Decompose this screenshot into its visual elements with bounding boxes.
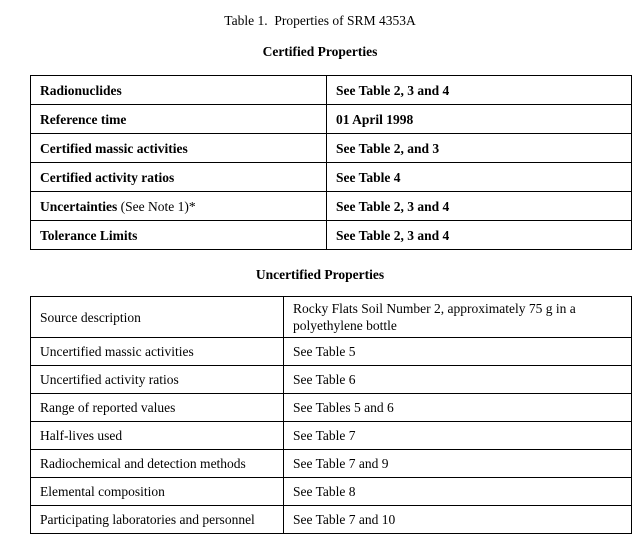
property-cell — [31, 221, 327, 250]
property-cell: Range of reported values — [31, 394, 284, 422]
value-cell: See Table 2, 3 and 4 — [327, 76, 632, 105]
table-row — [31, 478, 632, 506]
value-cell: See Table 6 — [284, 366, 632, 394]
table-row — [31, 297, 632, 338]
table-row — [31, 163, 632, 192]
property-cell — [31, 192, 327, 221]
table-row — [31, 338, 632, 366]
uncertified-properties-heading: Uncertified Properties — [255, 267, 385, 282]
value-cell: See Tables 5 and 6 — [284, 394, 632, 422]
value-cell: See Table 8 — [284, 478, 632, 506]
table-row — [31, 192, 632, 221]
property-label: Radionuclides — [40, 82, 122, 98]
table-row — [31, 366, 632, 394]
property-cell: Source description — [31, 297, 284, 338]
value-cell: 01 April 1998 — [327, 105, 632, 134]
table-row — [31, 221, 632, 250]
value-cell: See Table 7 — [284, 422, 632, 450]
value-cell: See Table 2, 3 and 4 — [327, 221, 632, 250]
property-cell: Uncertified activity ratios — [31, 366, 284, 394]
property-cell: Uncertified massic activities — [31, 338, 284, 366]
value-cell: See Table 7 and 10 — [284, 506, 632, 534]
property-cell — [31, 105, 327, 134]
property-cell — [31, 76, 327, 105]
property-label: Certified massic activities — [40, 140, 188, 156]
table-row — [31, 76, 632, 105]
property-cell: Radiochemical and detection methods — [31, 450, 284, 478]
value-cell: See Table 2, 3 and 4 — [327, 192, 632, 221]
value-cell: See Table 5 — [284, 338, 632, 366]
value-cell: See Table 2, and 3 — [327, 134, 632, 163]
page-title: Table 1. Properties of SRM 4353A — [224, 13, 416, 28]
property-label: Tolerance Limits — [40, 227, 138, 243]
table-row — [31, 105, 632, 134]
table-row — [31, 394, 632, 422]
value-cell: See Table 7 and 9 — [284, 450, 632, 478]
property-cell — [31, 134, 327, 163]
table-row — [31, 134, 632, 163]
table-row — [31, 422, 632, 450]
property-label: Reference time — [40, 111, 127, 127]
property-label: Certified activity ratios — [40, 169, 175, 185]
certified-properties-heading: Certified Properties — [262, 44, 378, 59]
property-cell: Participating laboratories and personnel — [31, 506, 284, 534]
property-note: (See Note 1)* — [117, 198, 196, 214]
property-cell: Half-lives used — [31, 422, 284, 450]
property-label: Uncertainties — [40, 198, 118, 214]
certified-properties-table — [30, 75, 632, 250]
table-row — [31, 450, 632, 478]
value-cell: See Table 4 — [327, 163, 632, 192]
property-cell — [31, 163, 327, 192]
property-cell: Elemental composition — [31, 478, 284, 506]
table-row — [31, 506, 632, 534]
uncertified-properties-table — [30, 296, 632, 534]
value-cell: Rocky Flats Soil Number 2, approximately 75 g in a polyethylene bottle — [284, 297, 632, 338]
